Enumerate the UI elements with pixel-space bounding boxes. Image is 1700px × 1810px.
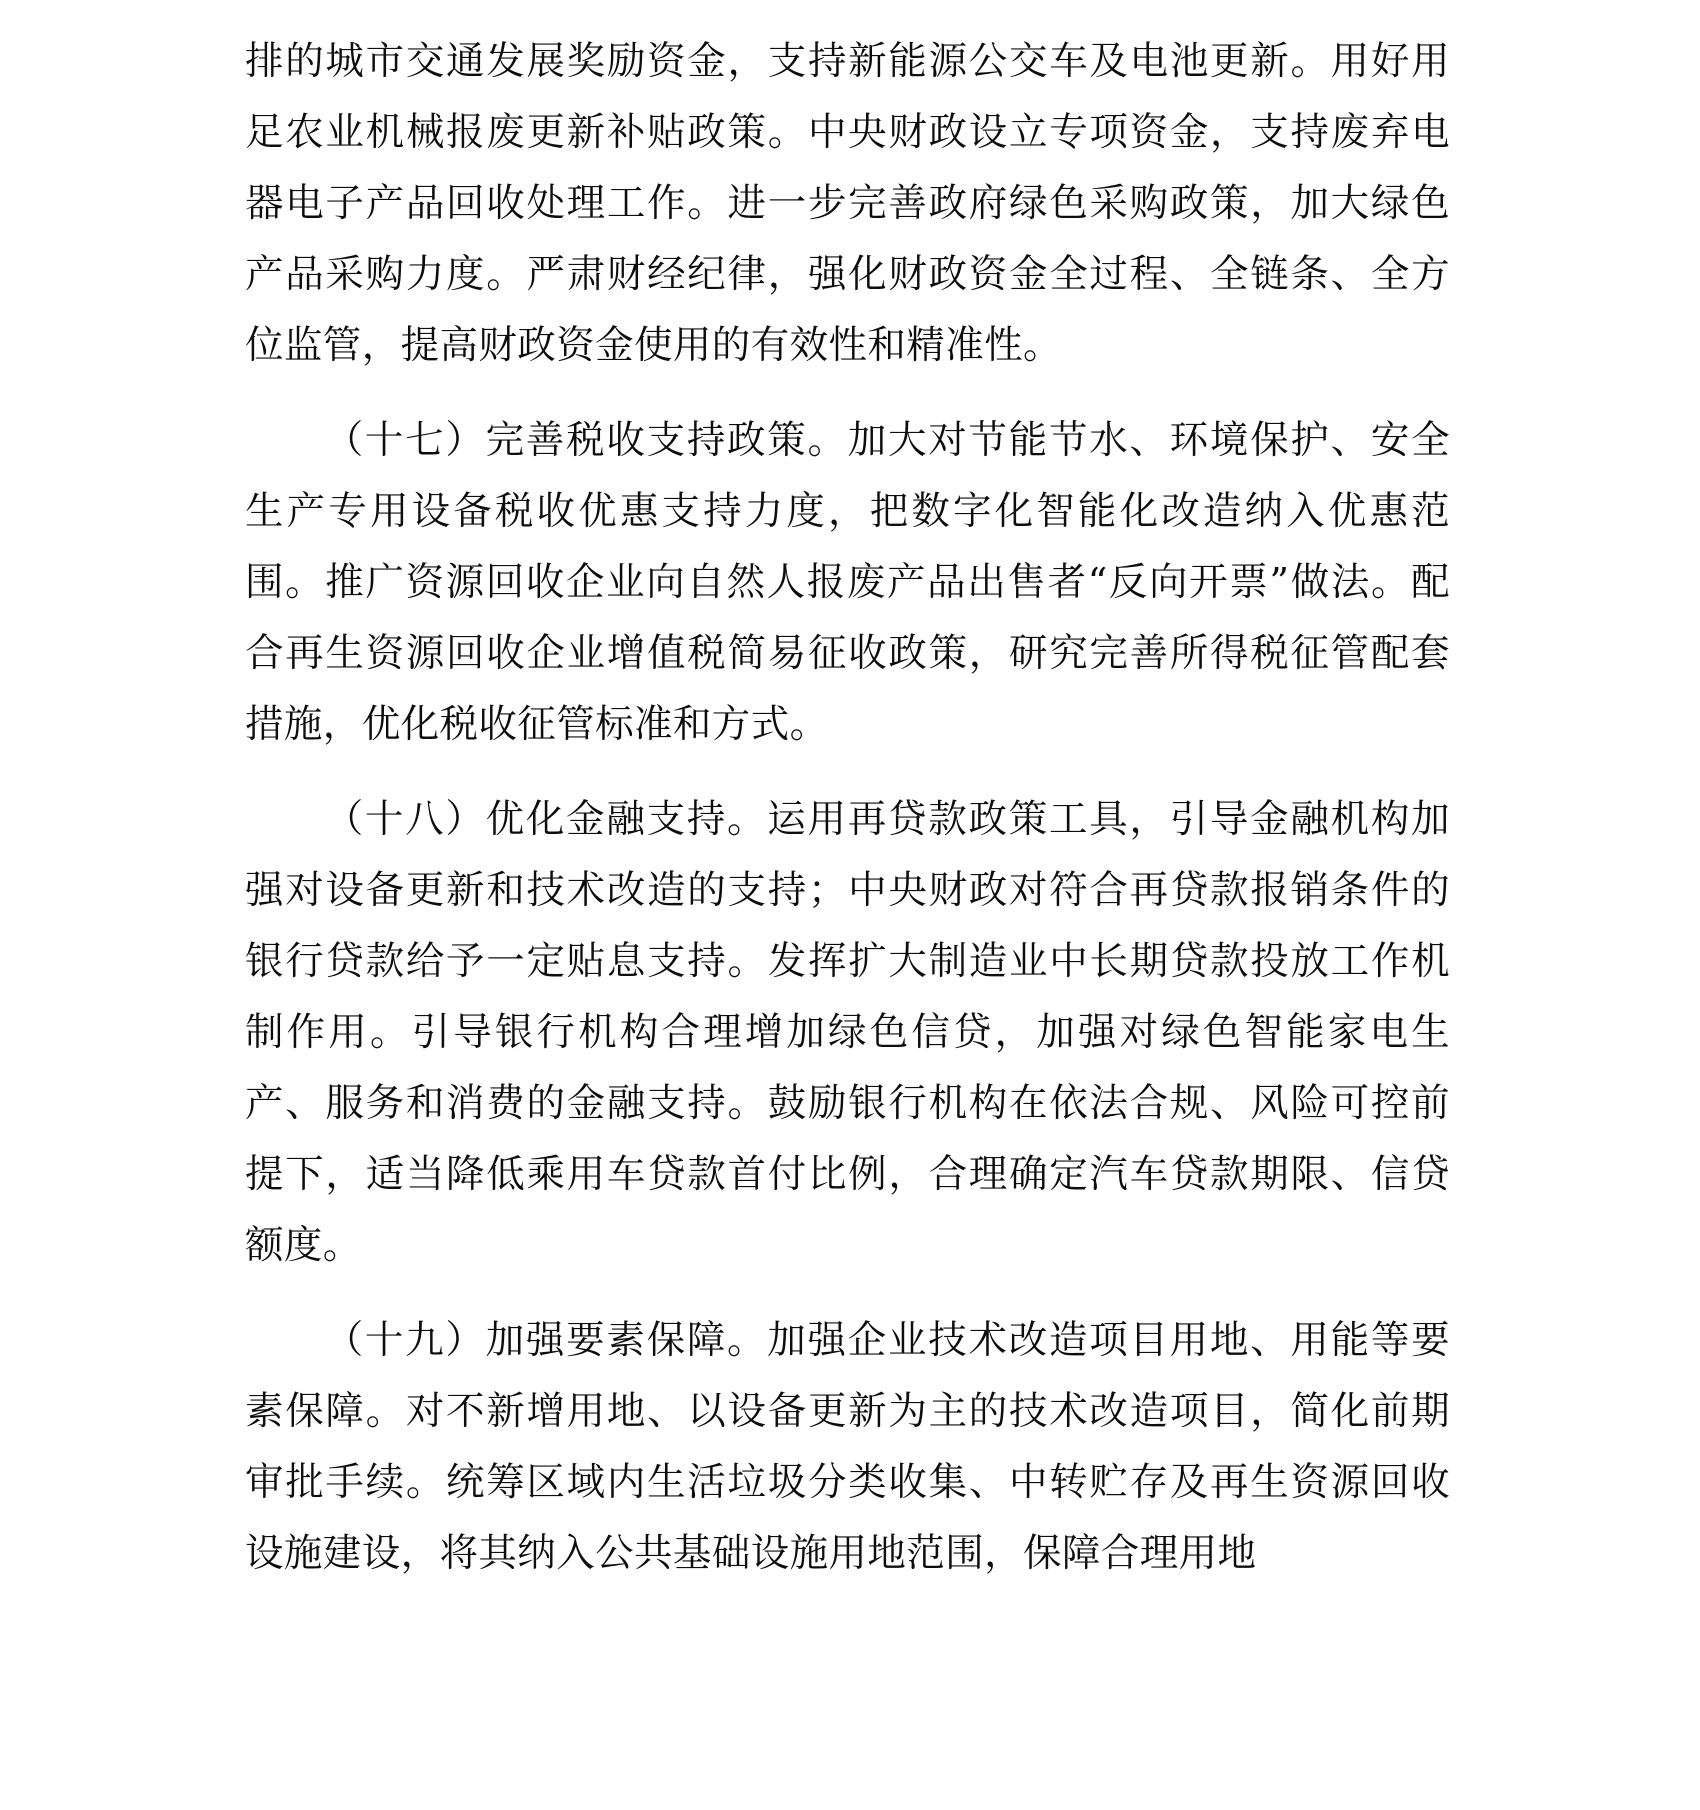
paragraph-continued-fiscal: 排的城市交通发展奖励资金，支持新能源公交车及电池更新。用好用足农业机械报废更新补贴政策。中央财政设立专项资金，支持废弃电器电子产品回收处理工作。进一步完善政府绿色采购政策，加大绿色产品采购力度。严肃财经纪律，强化财政资金全过程、全链条、全方位监管，提高财政资金使用的有效性和精准性。: [245, 39, 1450, 368]
paragraph-17-tax-policy: （十七）完善税收支持政策。加大对节能节水、环境保护、安全生产专用设备税收优惠支持力度，把数字化智能化改造纳入优惠范围。推广资源回收企业向自然人报废产品出售者“反向开票”做法。配合再生资源回收企业增值税简易征收政策，研究完善所得税征管配套措施，优化税收征管标准和方式。: [245, 418, 1450, 747]
paragraph-19-factor-guarantee: （十九）加强要素保障。加强企业技术改造项目用地、用能等要素保障。对不新增用地、以设备更新为主的技术改造项目，简化前期审批手续。统筹区域内生活垃圾分类收集、中转贮存及再生资源回收设施建设，将其纳入公共基础设施用地范围，保障合理用地: [245, 1318, 1450, 1576]
paragraph-18-financial-support: （十八）优化金融支持。运用再贷款政策工具，引导金融机构加强对设备更新和技术改造的支持；中央财政对符合再贷款报销条件的银行贷款给予一定贴息支持。发挥扩大制造业中长期贷款投放工作机制作用。引导银行机构合理增加绿色信贷，加强对绿色智能家电生产、服务和消费的金融支持。鼓励银行机构在依法合规、风险可控前提下，适当降低乘用车贷款首付比例，合理确定汽车贷款期限、信贷额度。: [245, 797, 1450, 1268]
document-body: [245, 26, 1450, 1589]
